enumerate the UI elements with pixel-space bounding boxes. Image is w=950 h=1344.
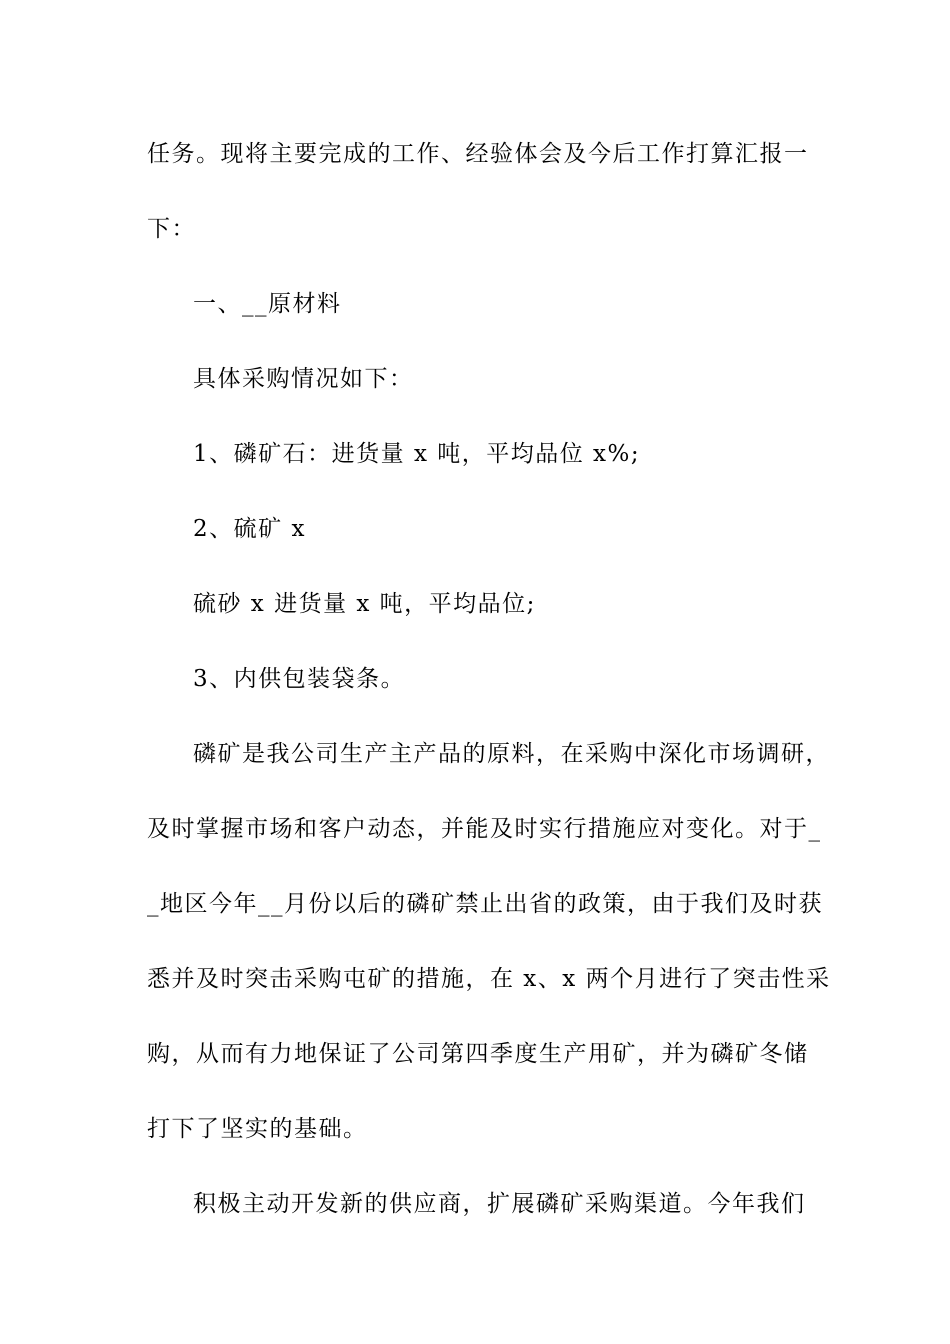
list-item: 1、磷矿石：进货量 x 吨，平均品位 x%; bbox=[193, 441, 641, 467]
paragraph-line: 任务。现将主要完成的工作、经验体会及今后工作打算汇报一 bbox=[147, 141, 809, 167]
paragraph-line: 下： bbox=[147, 216, 196, 242]
list-item: 3、内供包装袋条。 bbox=[193, 666, 406, 692]
paragraph-line: 具体采购情况如下： bbox=[193, 366, 414, 392]
paragraph-line: 悉并及时突击采购屯矿的措施，在 x、x 两个月进行了突击性采 bbox=[147, 966, 831, 992]
paragraph-line: 及时掌握市场和客户动态，并能及时实行措施应对变化。对于_ bbox=[147, 816, 822, 842]
paragraph-line: 购，从而有力地保证了公司第四季度生产用矿，并为磷矿冬储 bbox=[147, 1041, 809, 1067]
paragraph-line: 打下了坚实的基础。 bbox=[147, 1116, 368, 1142]
section-heading: 一、__原材料 bbox=[193, 291, 342, 317]
list-item: 2、硫矿 x bbox=[193, 516, 306, 542]
paragraph-line: _地区今年__月份以后的磷矿禁止出省的政策，由于我们及时获 bbox=[147, 891, 823, 917]
list-item-detail: 硫砂 x 进货量 x 吨，平均品位; bbox=[193, 591, 536, 617]
paragraph-line: 积极主动开发新的供应商，扩展磷矿采购渠道。今年我们 bbox=[193, 1191, 806, 1217]
paragraph-line: 磷矿是我公司生产主产品的原料，在采购中深化市场调研， bbox=[193, 741, 830, 767]
